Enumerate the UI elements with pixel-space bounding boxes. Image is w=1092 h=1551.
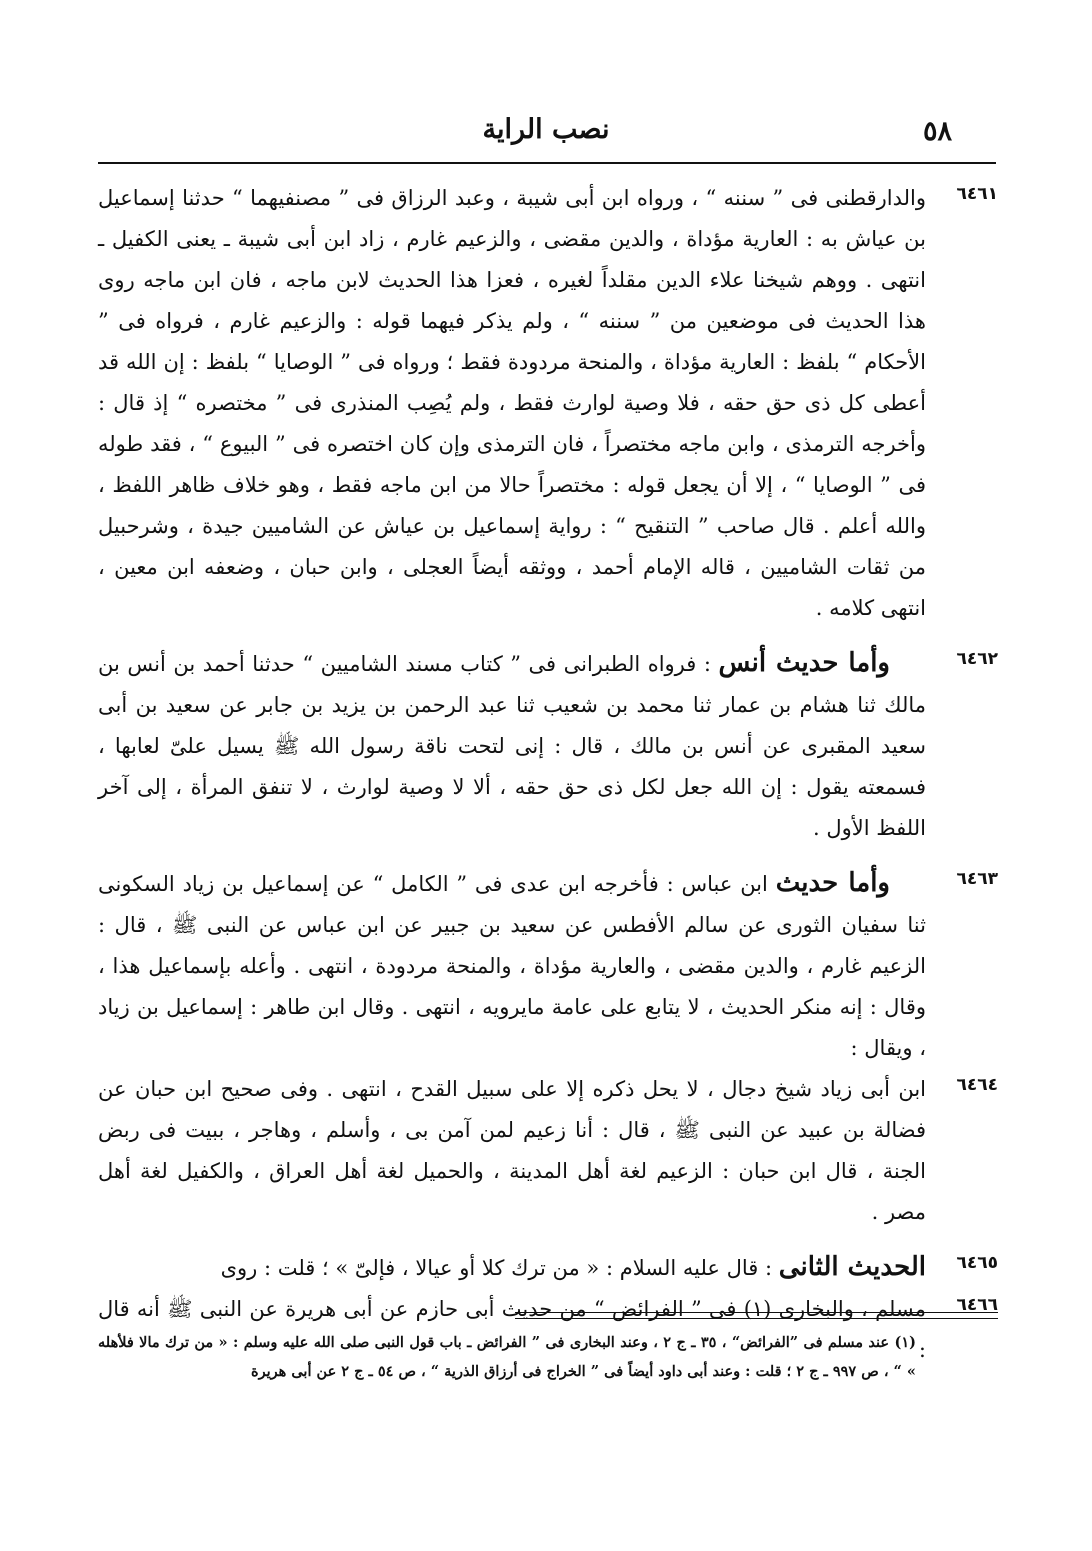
entry-text — [98, 178, 926, 629]
entry-number: ٦٤٦٢ — [956, 649, 998, 669]
page-number: ٥٨ — [922, 116, 952, 147]
entry-number: ٦٤٦٤ — [956, 1075, 998, 1095]
entry-body: مسلم ، والبخارى (١) فى ” الفرائض “ من حديث أبى حازم عن أبى هريرة عن النبى ﷺ أنه قال : — [98, 1297, 926, 1362]
entry-number: ٦٤٦٥ — [956, 1253, 998, 1273]
entry-body: ابن أبى زياد شيخ دجال ، لا يحل ذكره إلا على سبيل القدح ، انتهى . وفى صحيح ابن حبان عن فضالة بن عبيد عن النبى ﷺ ، قال : أنا زعيم لمن آمن بى ، وأسلم ، وهاجر ، ببيت فى ربض الجنة ، قال ابن حبان : الزعيم لغة أهل المدينة ، والحميل لغة أهل العراق ، والكفيل لغة أهل مصر . — [98, 1077, 926, 1224]
page-body — [98, 178, 998, 1371]
entry-6461 — [98, 178, 998, 629]
footnote: (١) عند مسلم فى ”الفرائض“ ، ٣٥ ـ ج ٢ ، وعند البخارى فى ” الفرائض ـ باب قول النبى صلى الله عليه وسلم : « من ترك مالا فلأهله » “ ، ص ٩٩٧ ـ ج ٢ ؛ قلت : وعند أبى داود أيضاً فى ” الخراج فى أرزاق الذرية “ ، ص ٥٤ ـ ج ٢ عن أبى هريرة — [98, 1334, 916, 1380]
page-title: نصب الراية — [482, 114, 610, 145]
entry-body: : فرواه الطبرانى فى ” كتاب مسند الشاميين “ حدثنا أحمد بن أنس بن مالك ثنا هشام بن عمار ثنا محمد بن شعيب ثنا عبد الرحمن بن يزيد بن جابر عن سعيد بن أبى سعيد المقبرى عن أنس بن مالك ، قال : إنى لتحت ناقة رسول الله ﷺ يسيل علىّ لعابها ، فسمعته يقول : إن الله جعل لكل ذى حق حقه ، ألا لا وصية لوارث ، لا تنفق المرأة ، إلى آخر اللفظ الأول . — [98, 652, 926, 840]
header-rule — [98, 162, 996, 164]
footnote-rule-thin — [515, 1318, 998, 1319]
page-header — [96, 112, 996, 156]
entry-lead: وأما حديث — [775, 868, 890, 898]
entry-lead: وأما حديث أنس — [718, 648, 890, 678]
entry-body: : قال عليه السلام : « من ترك كلا أو عيالا ، فإلىّ » ؛ قلت : روى — [220, 1256, 773, 1280]
entry-6463 — [98, 863, 998, 1069]
entry-body: والدارقطنى فى ” سننه “ ، ورواه ابن أبى شيبة ، وعبد الرزاق فى ” مصنفيهما “ حدثنا إسماعيل بن عياش به : العارية مؤداة ، والدين مقضى ، والزعيم غارم ، زاد ابن أبى شيبة ـ يعنى الكفيل ـ انتهى . ووهم شيخنا علاء الدين مقلداً لغيره ، فعزا هذا الحديث لابن ماجه ، فان ابن ماجه روى هذا الحديث فى موضعين من ” سننه “ ، ولم يذكر فيهما قوله : والزعيم غارم ، فرواه فى ” الأحكام “ بلفظ : العارية مؤداة ، والمنحة مردودة فقط ؛ ورواه فى ” الوصايا “ بلفظ : إن الله قد أعطى كل ذى حق حقه ، فلا وصية لوارث فقط ، ولم يُصِب المنذرى فى ” مختصره “ إذ قال : وأخرجه الترمذى ، وابن ماجه مختصراً ، فان الترمذى وإن كان اختصره فى ” البيوع “ ، فقد طوله فى ” الوصايا “ ، إلا أن يجعل قوله : مختصراً حالا من ابن ماجه فقط ، وهو خلاف ظاهر اللفظ ، والله أعلم . قال صاحب ” التنقيح “ : رواية إسماعيل بن عياش عن الشاميين جيدة ، وشرحبيل من ثقات الشاميين ، قاله الإمام أحمد ، ووثقه أيضاً العجلى ، وابن حبان ، وضعفه ابن معين ، انتهى كلامه . — [98, 186, 927, 620]
footnote-rule — [515, 1312, 998, 1313]
entry-lead: الحديث الثانى — [778, 1252, 926, 1282]
entry-number: ٦٤٦٦ — [956, 1295, 998, 1315]
entry-number: ٦٤٦١ — [956, 184, 998, 204]
entry-text — [98, 643, 926, 849]
entry-6465 — [98, 1247, 998, 1289]
entry-text — [98, 863, 926, 1069]
entry-text — [98, 1247, 926, 1289]
entry-6464 — [98, 1069, 998, 1233]
entry-number: ٦٤٦٣ — [956, 869, 998, 889]
entry-6462 — [98, 643, 998, 849]
entry-text — [98, 1069, 926, 1233]
entry-body: ابن عباس : فأخرجه ابن عدى فى ” الكامل “ عن إسماعيل بن زياد السكونى ثنا سفيان الثورى عن سالم الأفطس عن سعيد بن جبير عن ابن عباس عن النبى ﷺ ، قال : الزعيم غارم ، والدين مقضى ، والعارية مؤداة ، والمنحة مردودة ، انتهى . وأعله بإسماعيل هذا ، وقال : إنه منكر الحديث ، لا يتابع على عامة مايرويه ، انتهى . وقال ابن طاهر : إسماعيل بن زياد ، ويقال : — [98, 872, 926, 1060]
